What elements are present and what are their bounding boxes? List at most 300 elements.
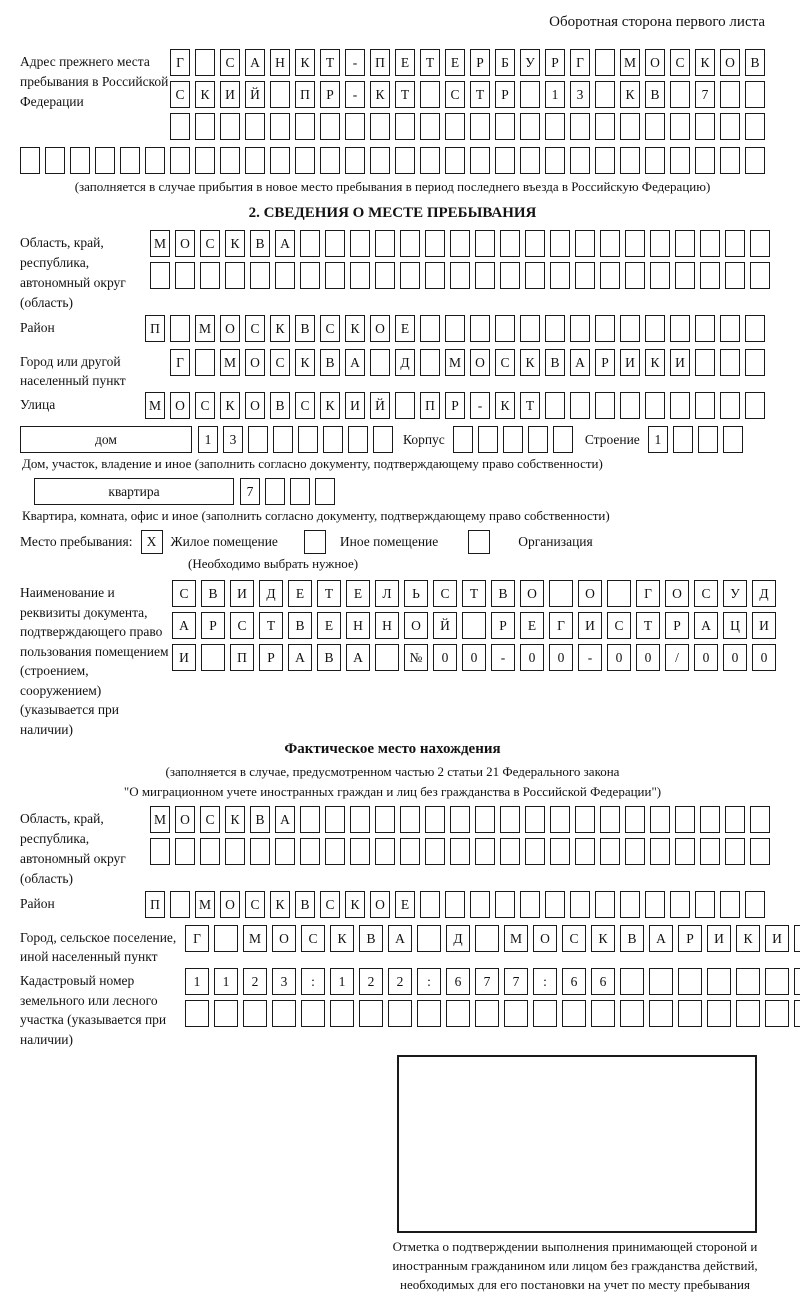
char-row xyxy=(172,580,776,607)
char-cell: 2 xyxy=(359,968,383,995)
char-cell: В xyxy=(320,349,340,376)
oblast-field xyxy=(20,230,765,313)
char-cell: У xyxy=(520,49,540,76)
char-cell: В xyxy=(270,392,290,419)
char-cell: : xyxy=(417,968,441,995)
fact-raion-label: Район xyxy=(20,896,55,911)
char-cell: М xyxy=(150,230,170,257)
char-cell: И xyxy=(230,580,254,607)
char-cell xyxy=(575,230,595,257)
char-cell xyxy=(300,806,320,833)
char-cell: Н xyxy=(375,612,399,639)
char-cell xyxy=(201,644,225,671)
char-cell xyxy=(720,147,740,174)
fact-gorod-label: Город, сельское поселение, иной населенный пункт xyxy=(20,930,177,964)
char-cell xyxy=(525,230,545,257)
char-cell xyxy=(595,49,615,76)
char-cell xyxy=(723,426,743,453)
char-cell: Г xyxy=(570,49,590,76)
char-cell xyxy=(620,147,640,174)
char-cell: 7 xyxy=(240,478,260,505)
char-cell: И xyxy=(765,925,789,952)
char-cell xyxy=(70,147,90,174)
char-cell xyxy=(533,1000,557,1027)
char-cell xyxy=(170,315,190,342)
char-cell: К xyxy=(520,349,540,376)
char-cell: У xyxy=(723,580,747,607)
char-cell: Т xyxy=(636,612,660,639)
char-row xyxy=(145,392,765,419)
char-cell xyxy=(425,262,445,289)
char-cell xyxy=(520,147,540,174)
char-cell: К xyxy=(345,891,365,918)
prev-address-grid xyxy=(170,49,765,145)
char-cell xyxy=(695,315,715,342)
char-cell: О xyxy=(370,891,390,918)
raion-field xyxy=(20,315,765,347)
char-cell: Н xyxy=(270,49,290,76)
char-cell xyxy=(330,1000,354,1027)
char-cell xyxy=(420,891,440,918)
char-cell: Г xyxy=(170,49,190,76)
stamp-area xyxy=(385,1055,765,1294)
char-cell xyxy=(725,230,745,257)
char-cell: 3 xyxy=(570,81,590,108)
char-cell xyxy=(475,262,495,289)
char-cell xyxy=(170,113,190,140)
char-cell xyxy=(325,806,345,833)
char-cell: Т xyxy=(395,81,415,108)
char-cell xyxy=(750,838,770,865)
prev-address-label: Адрес прежнего места пребывания в Российской Федерации xyxy=(20,54,169,109)
char-cell: : xyxy=(301,968,325,995)
char-cell: О xyxy=(645,49,665,76)
char-cell: О xyxy=(220,891,240,918)
char-cell xyxy=(745,392,765,419)
char-cell: В xyxy=(491,580,515,607)
stroenie-cells xyxy=(648,426,743,453)
char-cell: В xyxy=(545,349,565,376)
char-cell xyxy=(600,838,620,865)
char-cell: Н xyxy=(346,612,370,639)
char-cell: А xyxy=(275,230,295,257)
char-cell xyxy=(670,81,690,108)
char-cell xyxy=(620,315,640,342)
char-cell xyxy=(649,968,673,995)
kvartira-box-label: квартира xyxy=(34,478,234,505)
char-cell: Т xyxy=(317,580,341,607)
char-cell xyxy=(495,315,515,342)
char-cell: 6 xyxy=(591,968,615,995)
char-cell: С xyxy=(320,315,340,342)
char-cell xyxy=(243,1000,267,1027)
char-cell xyxy=(695,349,715,376)
char-cell xyxy=(725,262,745,289)
char-cell xyxy=(570,891,590,918)
char-cell xyxy=(670,147,690,174)
char-cell xyxy=(475,925,499,952)
dom-row xyxy=(20,426,765,453)
char-cell: О xyxy=(520,580,544,607)
char-cell: О xyxy=(170,392,190,419)
char-cell: П xyxy=(230,644,254,671)
char-cell xyxy=(453,426,473,453)
char-cell: Р xyxy=(595,349,615,376)
char-cell xyxy=(375,644,399,671)
char-cell xyxy=(500,230,520,257)
fact-gorod-field xyxy=(20,925,782,966)
char-cell xyxy=(200,838,220,865)
char-cell xyxy=(250,262,270,289)
char-cell: И xyxy=(578,612,602,639)
char-cell: Й xyxy=(370,392,390,419)
page-side-note: Оборотная сторона первого листа xyxy=(549,14,765,30)
char-cell: К xyxy=(736,925,760,952)
char-cell: Т xyxy=(462,580,486,607)
char-cell xyxy=(214,1000,238,1027)
char-cell xyxy=(185,1000,209,1027)
char-cell: С xyxy=(670,49,690,76)
char-cell xyxy=(600,230,620,257)
char-cell xyxy=(520,81,540,108)
char-cell xyxy=(250,838,270,865)
char-cell: С xyxy=(195,392,215,419)
char-cell xyxy=(220,147,240,174)
char-cell xyxy=(736,968,760,995)
char-cell xyxy=(400,230,420,257)
char-cell xyxy=(695,891,715,918)
char-cell: А xyxy=(245,49,265,76)
char-cell xyxy=(645,315,665,342)
char-cell: Л xyxy=(375,580,399,607)
char-cell xyxy=(575,838,595,865)
char-cell xyxy=(500,806,520,833)
char-cell: М xyxy=(195,891,215,918)
char-cell: С xyxy=(562,925,586,952)
char-row xyxy=(170,113,765,140)
char-cell: С xyxy=(220,49,240,76)
char-cell: К xyxy=(620,81,640,108)
char-cell xyxy=(545,891,565,918)
char-cell xyxy=(373,426,393,453)
char-cell xyxy=(275,838,295,865)
char-cell: В xyxy=(359,925,383,952)
char-cell xyxy=(595,147,615,174)
char-cell xyxy=(745,81,765,108)
char-cell xyxy=(678,968,702,995)
prev-address-note: (заполняется в случае прибытия в новое место пребывания в период последнего въезда в Российскую Федерацию) xyxy=(74,179,711,194)
char-cell: Р xyxy=(545,49,565,76)
char-cell: В xyxy=(295,891,315,918)
char-cell: 0 xyxy=(694,644,718,671)
char-cell: 1 xyxy=(198,426,218,453)
prev-address-block xyxy=(20,49,765,145)
char-cell: - xyxy=(345,49,365,76)
char-cell: А xyxy=(288,644,312,671)
char-cell xyxy=(295,113,315,140)
char-cell xyxy=(745,349,765,376)
char-cell xyxy=(675,838,695,865)
char-cell xyxy=(245,147,265,174)
char-cell: И xyxy=(707,925,731,952)
char-cell xyxy=(620,1000,644,1027)
char-cell xyxy=(765,1000,789,1027)
char-cell xyxy=(345,147,365,174)
char-cell xyxy=(150,262,170,289)
char-cell xyxy=(350,230,370,257)
char-cell xyxy=(550,838,570,865)
char-cell xyxy=(400,262,420,289)
char-cell: С xyxy=(230,612,254,639)
char-cell: О xyxy=(665,580,689,607)
dom-box-label: дом xyxy=(20,426,192,453)
char-cell: С xyxy=(200,230,220,257)
char-cell: К xyxy=(270,315,290,342)
char-cell xyxy=(562,1000,586,1027)
char-cell xyxy=(625,230,645,257)
section2-title: 2. СВЕДЕНИЯ О МЕСТЕ ПРЕБЫВАНИЯ xyxy=(248,205,537,221)
char-cell xyxy=(359,1000,383,1027)
char-cell: П xyxy=(370,49,390,76)
char-cell: И xyxy=(345,392,365,419)
char-cell: С xyxy=(694,580,718,607)
char-cell xyxy=(225,262,245,289)
char-cell: М xyxy=(445,349,465,376)
char-cell: В xyxy=(645,81,665,108)
char-cell xyxy=(625,262,645,289)
char-cell xyxy=(245,113,265,140)
char-cell: Р xyxy=(491,612,515,639)
char-cell xyxy=(545,392,565,419)
char-row xyxy=(170,49,765,76)
char-cell xyxy=(420,81,440,108)
char-cell xyxy=(450,838,470,865)
char-cell xyxy=(503,426,523,453)
char-cell: 3 xyxy=(272,968,296,995)
fact-note-line2: "О миграционном учете иностранных граждан и лиц без гражданства в Российской Федерации") xyxy=(123,784,662,799)
raion-label: Район xyxy=(20,320,55,335)
char-cell: 7 xyxy=(504,968,528,995)
char-cell xyxy=(445,891,465,918)
char-cell: 0 xyxy=(433,644,457,671)
char-row xyxy=(150,262,770,289)
char-cell xyxy=(525,806,545,833)
char-cell xyxy=(736,1000,760,1027)
char-cell xyxy=(650,806,670,833)
char-cell: Е xyxy=(445,49,465,76)
char-cell xyxy=(525,838,545,865)
char-cell xyxy=(720,81,740,108)
char-cell xyxy=(620,968,644,995)
char-cell: С xyxy=(433,580,457,607)
option-zhiloe-label: Жилое помещение xyxy=(170,534,278,549)
char-cell: № xyxy=(404,644,428,671)
char-cell xyxy=(670,891,690,918)
option-organizatsiya-label: Организация xyxy=(518,534,593,549)
char-cell xyxy=(370,147,390,174)
char-cell xyxy=(750,806,770,833)
char-cell: Е xyxy=(395,891,415,918)
char-cell xyxy=(720,392,740,419)
char-cell: В xyxy=(201,580,225,607)
char-cell xyxy=(270,147,290,174)
char-cell: П xyxy=(145,891,165,918)
char-cell: С xyxy=(270,349,290,376)
char-cell: Т xyxy=(520,392,540,419)
char-cell xyxy=(323,426,343,453)
char-cell xyxy=(550,262,570,289)
char-cell xyxy=(625,806,645,833)
char-cell: К xyxy=(645,349,665,376)
dom-caption: Дом, участок, владение и иное (заполнить согласно документу, подтверждающему право собственности) xyxy=(22,456,603,471)
char-cell xyxy=(395,392,415,419)
char-cell xyxy=(200,262,220,289)
char-cell xyxy=(320,147,340,174)
char-cell xyxy=(520,891,540,918)
char-cell xyxy=(550,806,570,833)
char-cell xyxy=(670,315,690,342)
char-cell: И xyxy=(752,612,776,639)
char-cell: М xyxy=(195,315,215,342)
char-cell xyxy=(345,113,365,140)
char-cell: 7 xyxy=(475,968,499,995)
char-cell: К xyxy=(330,925,354,952)
char-cell xyxy=(425,838,445,865)
char-cell xyxy=(570,113,590,140)
char-cell xyxy=(570,392,590,419)
kvartira-cells xyxy=(240,478,335,505)
char-cell: В xyxy=(288,612,312,639)
char-cell: В xyxy=(317,644,341,671)
char-cell xyxy=(745,113,765,140)
doc-label: Наименование и реквизиты документа, подтверждающего право пользования помещением (строением, сооружением) (указывается при наличии) xyxy=(20,585,169,737)
char-cell xyxy=(725,806,745,833)
char-cell xyxy=(625,838,645,865)
kadastr-field xyxy=(20,968,765,1049)
char-cell xyxy=(670,113,690,140)
char-cell xyxy=(550,230,570,257)
char-cell: А xyxy=(275,806,295,833)
char-cell xyxy=(150,838,170,865)
char-cell xyxy=(475,230,495,257)
char-cell: 2 xyxy=(388,968,412,995)
char-cell xyxy=(620,891,640,918)
char-cell: Й xyxy=(245,81,265,108)
char-cell: Р xyxy=(445,392,465,419)
char-cell: С xyxy=(200,806,220,833)
char-row xyxy=(145,891,765,918)
char-cell xyxy=(695,113,715,140)
char-cell xyxy=(528,426,548,453)
char-cell: А xyxy=(346,644,370,671)
char-cell xyxy=(475,838,495,865)
char-cell: К xyxy=(495,392,515,419)
char-cell: Г xyxy=(170,349,190,376)
char-cell xyxy=(650,838,670,865)
char-cell xyxy=(495,113,515,140)
char-cell xyxy=(595,891,615,918)
char-cell: Д xyxy=(752,580,776,607)
char-cell: В xyxy=(745,49,765,76)
char-cell xyxy=(425,806,445,833)
char-cell xyxy=(325,262,345,289)
kvartira-row xyxy=(20,478,765,505)
char-cell: Г xyxy=(549,612,573,639)
char-row-full-width xyxy=(20,147,765,174)
char-cell: О xyxy=(720,49,740,76)
char-cell xyxy=(645,392,665,419)
char-cell: Р xyxy=(320,81,340,108)
char-cell xyxy=(545,147,565,174)
char-cell xyxy=(575,806,595,833)
char-cell: - xyxy=(491,644,515,671)
char-cell: М xyxy=(150,806,170,833)
char-cell: 1 xyxy=(648,426,668,453)
char-cell xyxy=(675,230,695,257)
char-row xyxy=(170,349,765,376)
char-cell: Р xyxy=(495,81,515,108)
char-cell xyxy=(45,147,65,174)
char-cell xyxy=(650,262,670,289)
char-cell xyxy=(315,478,335,505)
char-cell xyxy=(470,147,490,174)
char-cell xyxy=(195,147,215,174)
char-cell xyxy=(595,315,615,342)
char-cell xyxy=(595,81,615,108)
char-cell xyxy=(273,426,293,453)
char-cell xyxy=(750,230,770,257)
fact-title: Фактическое место нахождения xyxy=(284,741,501,757)
char-cell: 2 xyxy=(243,968,267,995)
char-cell: Т xyxy=(320,49,340,76)
char-cell xyxy=(300,838,320,865)
char-cell xyxy=(348,426,368,453)
char-cell xyxy=(720,315,740,342)
char-cell xyxy=(620,392,640,419)
char-cell xyxy=(645,113,665,140)
char-cell: С xyxy=(495,349,515,376)
char-cell xyxy=(525,262,545,289)
char-cell xyxy=(750,262,770,289)
char-cell: Т xyxy=(470,81,490,108)
char-cell: С xyxy=(301,925,325,952)
char-cell xyxy=(620,113,640,140)
char-cell: О xyxy=(245,392,265,419)
char-cell: М xyxy=(504,925,528,952)
char-cell xyxy=(214,925,238,952)
place-type-label: Место пребывания: xyxy=(20,534,133,549)
char-cell: Д xyxy=(446,925,470,952)
char-cell xyxy=(475,806,495,833)
char-cell xyxy=(420,147,440,174)
char-cell: Р xyxy=(678,925,702,952)
char-cell xyxy=(700,262,720,289)
kvartira-caption: Квартира, комната, офис и иное (заполнить согласно документу, подтверждающему право собственности) xyxy=(22,508,610,523)
char-cell xyxy=(570,147,590,174)
char-cell xyxy=(350,806,370,833)
char-cell: Е xyxy=(520,612,544,639)
char-cell: М xyxy=(620,49,640,76)
char-cell: 6 xyxy=(562,968,586,995)
char-cell: П xyxy=(145,315,165,342)
char-cell xyxy=(420,315,440,342)
option-inoe-label: Иное помещение xyxy=(339,534,439,549)
char-cell xyxy=(95,147,115,174)
char-cell: И xyxy=(670,349,690,376)
char-cell xyxy=(475,1000,499,1027)
char-cell xyxy=(645,891,665,918)
char-cell xyxy=(420,349,440,376)
